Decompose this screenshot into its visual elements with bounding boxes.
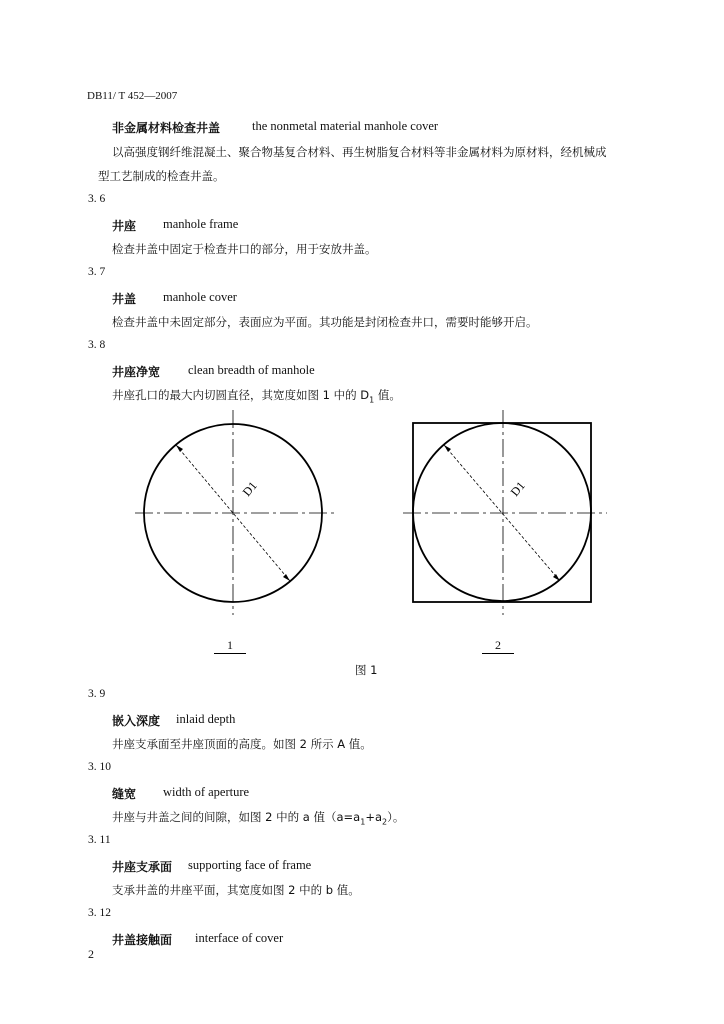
- definition-line: 检查井盖中未固定部分，表面应为平面。其功能是封闭检查井口，需要时能够开启。: [112, 315, 538, 329]
- figure-caption: 图 1: [355, 663, 378, 677]
- term-en: the nonmetal material manhole cover: [252, 119, 439, 133]
- section-number: 3. 8: [88, 339, 106, 351]
- doc-header-id: DB11/ T 452—2007: [87, 90, 178, 102]
- term-en: supporting face of frame: [188, 858, 312, 872]
- term-en: clean breadth of manhole: [188, 363, 315, 377]
- term-zh: 井座: [112, 219, 137, 233]
- term-en: width of aperture: [163, 785, 250, 799]
- dimension-arrow: [444, 445, 451, 452]
- definition-line: 检查井盖中固定于检查井口的部分，用于安放井盖。: [112, 242, 377, 256]
- term-en: interface of cover: [195, 931, 284, 945]
- dimension-arrow: [553, 574, 560, 581]
- term-zh: 井盖接触面: [112, 933, 173, 947]
- section-number: 3. 6: [88, 193, 106, 205]
- definition-line: 型工艺制成的检查井盖。: [98, 169, 225, 183]
- term-zh: 嵌入深度: [112, 714, 161, 728]
- term-zh: 井盖: [112, 292, 137, 306]
- term-en: manhole frame: [163, 217, 239, 231]
- term-en: manhole cover: [163, 290, 237, 304]
- dimension-label: D1: [239, 478, 260, 499]
- section-number: 3. 7: [88, 266, 106, 278]
- term-zh: 井座净宽: [112, 365, 161, 379]
- definition-line: 井座支承面至井座顶面的高度。如图 2 所示 A 值。: [112, 737, 372, 751]
- manhole-opening-circle: [413, 423, 591, 601]
- page-number: 2: [88, 947, 94, 961]
- definition-line: 井座与井盖之间的间隙，如图 2 中的 a 值$(a=a_1+a_2)$。: [112, 810, 405, 827]
- figure-2-label: 2: [482, 638, 514, 654]
- definition-line: 井座孔口的最大内切圆直径，其宽度如图 1 中的 $D_1$ 值。: [112, 388, 401, 405]
- figure-1-label: 1: [214, 638, 246, 654]
- definition-line: 支承井盖的井座平面，其宽度如图 2 中的 b 值。: [112, 883, 360, 897]
- dimension-label: D1: [507, 478, 528, 499]
- term-zh: 井座支承面: [112, 860, 173, 874]
- figure-square-diagram: [400, 405, 610, 620]
- section-number: 3. 12: [88, 907, 111, 919]
- term-en: inlaid depth: [176, 712, 236, 726]
- term-zh: 非金属材料检查井盖: [112, 121, 221, 135]
- figure-circle-diagram: [130, 405, 340, 620]
- dimension-arrow: [283, 574, 290, 581]
- definition-line: 以高强度钢纤维混凝土、聚合物基复合材料、再生树脂复合材料等非金属材料为原材料，经机械成: [112, 145, 607, 159]
- section-number: 3. 9: [88, 688, 106, 700]
- term-zh: 缝宽: [112, 787, 137, 801]
- section-number: 3. 10: [88, 761, 111, 773]
- dimension-arrow: [176, 445, 183, 452]
- section-number: 3. 11: [88, 834, 111, 846]
